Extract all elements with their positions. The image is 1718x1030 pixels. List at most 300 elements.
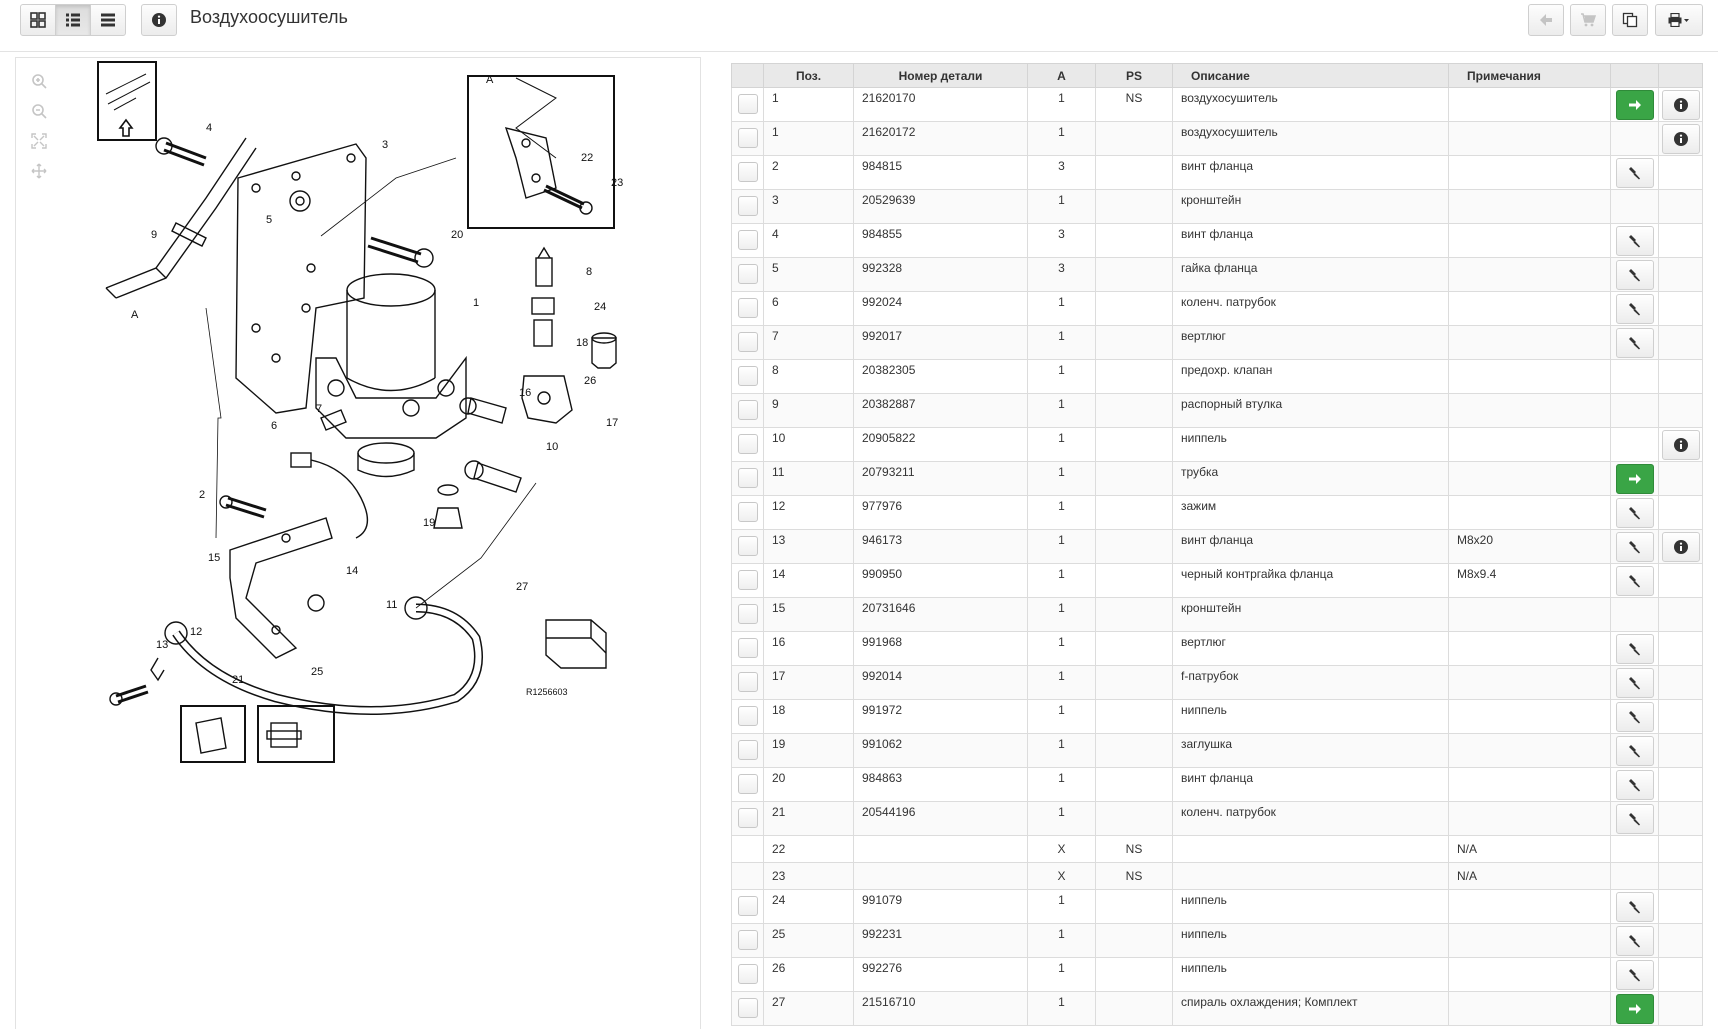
table-row[interactable] <box>732 394 1703 428</box>
table-row[interactable] <box>732 122 1703 156</box>
callout-27: 27 <box>516 581 529 593</box>
wrench-icon <box>1627 777 1643 793</box>
callout-18: 18 <box>576 337 589 349</box>
row-checkbox[interactable] <box>738 604 758 624</box>
cell-a: 1 <box>1028 428 1096 462</box>
service-tool-button[interactable] <box>1616 158 1654 188</box>
cell-part-number[interactable]: 991972 <box>854 700 1028 734</box>
cell-part-number[interactable]: 20382887 <box>854 394 1028 428</box>
cell-notes <box>1449 734 1611 768</box>
row-checkbox[interactable] <box>738 128 758 148</box>
back-button[interactable] <box>1528 4 1564 36</box>
cell-part-number[interactable]: 20793211 <box>854 462 1028 496</box>
copy-icon <box>1622 12 1638 28</box>
cell-notes <box>1449 292 1611 326</box>
info-button[interactable] <box>141 4 177 36</box>
table-row[interactable] <box>732 496 1703 530</box>
callout-4: 4 <box>206 122 213 134</box>
table-row[interactable] <box>732 992 1703 1026</box>
row-checkbox[interactable] <box>738 366 758 386</box>
cell-pos: 21 <box>764 802 854 836</box>
cell-notes <box>1449 666 1611 700</box>
table-row[interactable] <box>732 156 1703 190</box>
cell-action-1 <box>1611 88 1659 122</box>
wrench-icon <box>1627 233 1643 249</box>
cell-part-number[interactable]: 991062 <box>854 734 1028 768</box>
cell-notes <box>1449 258 1611 292</box>
cell-action-2 <box>1659 700 1703 734</box>
row-checkbox[interactable] <box>738 230 758 250</box>
table-row[interactable] <box>732 863 1703 890</box>
cell-pos: 4 <box>764 224 854 258</box>
cell-pos: 10 <box>764 428 854 462</box>
table-row[interactable] <box>732 598 1703 632</box>
cell-check <box>732 958 764 992</box>
cell-description: спираль охлаждения; Комплект <box>1173 992 1449 1026</box>
print-icon <box>1668 13 1690 27</box>
cell-ps <box>1096 462 1173 496</box>
cell-a: X <box>1028 863 1096 890</box>
cell-notes <box>1449 462 1611 496</box>
wrench-icon <box>1627 709 1643 725</box>
callout-9: 9 <box>151 229 158 241</box>
fit-button[interactable] <box>24 126 54 156</box>
cell-a: 1 <box>1028 734 1096 768</box>
callout-20: 20 <box>451 229 464 241</box>
cell-ps <box>1096 632 1173 666</box>
header-description[interactable]: Описание <box>1173 64 1449 88</box>
info-icon <box>1673 437 1689 453</box>
row-checkbox[interactable] <box>738 502 758 522</box>
cell-action-1 <box>1611 802 1659 836</box>
arrow-right-icon <box>1627 97 1643 113</box>
table-row[interactable] <box>732 734 1703 768</box>
wrench-icon <box>1627 539 1643 555</box>
cell-action-1 <box>1611 734 1659 768</box>
cell-part-number[interactable]: 992024 <box>854 292 1028 326</box>
cell-check <box>732 734 764 768</box>
service-tool-button[interactable] <box>1616 770 1654 800</box>
row-checkbox[interactable] <box>738 706 758 726</box>
service-tool-button[interactable] <box>1616 328 1654 358</box>
service-tool-button[interactable] <box>1616 736 1654 766</box>
cell-ps <box>1096 598 1173 632</box>
part-info-button[interactable] <box>1662 532 1700 562</box>
cell-notes <box>1449 190 1611 224</box>
grid-view-icon <box>30 12 46 28</box>
cart-button[interactable] <box>1570 4 1606 36</box>
row-checkbox[interactable] <box>738 468 758 488</box>
wrench-icon <box>1627 811 1643 827</box>
cell-pos: 24 <box>764 890 854 924</box>
cell-a: 1 <box>1028 530 1096 564</box>
cell-check <box>732 360 764 394</box>
cell-pos: 3 <box>764 190 854 224</box>
header-a[interactable]: A <box>1028 64 1096 88</box>
service-tool-button[interactable] <box>1616 498 1654 528</box>
header-part-number[interactable]: Номер детали <box>854 64 1028 88</box>
cell-a: 3 <box>1028 258 1096 292</box>
callout-16: 16 <box>519 387 532 399</box>
table-row[interactable] <box>732 836 1703 863</box>
row-checkbox[interactable] <box>738 400 758 420</box>
table-row[interactable] <box>732 224 1703 258</box>
cell-part-number[interactable]: 992014 <box>854 666 1028 700</box>
row-checkbox[interactable] <box>738 930 758 950</box>
service-tool-button[interactable] <box>1616 960 1654 990</box>
cell-check <box>732 292 764 326</box>
cell-action-2 <box>1659 863 1703 890</box>
cell-action-2 <box>1659 258 1703 292</box>
table-row[interactable] <box>732 802 1703 836</box>
cell-a: 1 <box>1028 700 1096 734</box>
cell-part-number[interactable]: 20529639 <box>854 190 1028 224</box>
cell-action-2 <box>1659 496 1703 530</box>
cell-ps <box>1096 700 1173 734</box>
cell-part-number[interactable]: 992276 <box>854 958 1028 992</box>
row-checkbox[interactable] <box>738 332 758 352</box>
header-pos[interactable]: Поз. <box>764 64 854 88</box>
cell-action-1 <box>1611 326 1659 360</box>
cell-check <box>732 564 764 598</box>
row-checkbox[interactable] <box>738 298 758 318</box>
image-code: R1256603 <box>526 687 568 697</box>
cell-part-number[interactable]: 991968 <box>854 632 1028 666</box>
cell-a: 1 <box>1028 598 1096 632</box>
row-checkbox[interactable] <box>738 774 758 794</box>
cell-ps <box>1096 428 1173 462</box>
service-tool-button[interactable] <box>1616 702 1654 732</box>
cell-action-2 <box>1659 598 1703 632</box>
cell-action-1 <box>1611 292 1659 326</box>
cell-pos: 2 <box>764 156 854 190</box>
cell-notes <box>1449 890 1611 924</box>
cell-part-number[interactable]: 992017 <box>854 326 1028 360</box>
copy-button[interactable] <box>1612 4 1648 36</box>
cell-notes <box>1449 700 1611 734</box>
service-tool-button[interactable] <box>1616 634 1654 664</box>
row-checkbox[interactable] <box>738 896 758 916</box>
cell-description: ниппель <box>1173 428 1449 462</box>
row-checkbox[interactable] <box>738 434 758 454</box>
cell-description: предохр. клапан <box>1173 360 1449 394</box>
cell-description: вертлюг <box>1173 326 1449 360</box>
arrow-left-icon <box>1539 13 1553 27</box>
cell-pos: 27 <box>764 992 854 1026</box>
cell-ps: NS <box>1096 863 1173 890</box>
cell-pos: 19 <box>764 734 854 768</box>
wrench-icon <box>1627 967 1643 983</box>
cell-ps <box>1096 394 1173 428</box>
row-checkbox[interactable] <box>738 638 758 658</box>
header-ps[interactable]: PS <box>1096 64 1173 88</box>
cell-action-1 <box>1611 564 1659 598</box>
cell-description: ниппель <box>1173 700 1449 734</box>
zoom-in-icon <box>31 73 47 89</box>
zoom-out-button[interactable] <box>24 96 54 126</box>
table-row[interactable] <box>732 360 1703 394</box>
callout-8: 8 <box>586 266 593 278</box>
cell-action-1 <box>1611 700 1659 734</box>
callout-2: 2 <box>199 489 206 501</box>
arrow-right-icon <box>1627 471 1643 487</box>
open-subassembly-button[interactable] <box>1616 90 1654 120</box>
cell-part-number[interactable]: 20731646 <box>854 598 1028 632</box>
cell-check <box>732 802 764 836</box>
cell-a: 1 <box>1028 462 1096 496</box>
cell-pos: 23 <box>764 863 854 890</box>
table-row[interactable] <box>732 564 1703 598</box>
print-button[interactable] <box>1655 4 1703 36</box>
table-row[interactable] <box>732 258 1703 292</box>
cell-action-1 <box>1611 632 1659 666</box>
exploded-parts-diagram[interactable] <box>16 58 702 1030</box>
cell-action-1 <box>1611 394 1659 428</box>
service-tool-button[interactable] <box>1616 294 1654 324</box>
cell-check <box>732 190 764 224</box>
table-row[interactable] <box>732 958 1703 992</box>
part-info-button[interactable] <box>1662 430 1700 460</box>
service-tool-button[interactable] <box>1616 532 1654 562</box>
cell-notes <box>1449 598 1611 632</box>
table-row[interactable] <box>732 530 1703 564</box>
table-row[interactable] <box>732 700 1703 734</box>
info-icon <box>1673 539 1689 555</box>
cell-part-number[interactable]: 992328 <box>854 258 1028 292</box>
cell-notes <box>1449 496 1611 530</box>
row-checkbox[interactable] <box>738 196 758 216</box>
header-notes[interactable]: Примечания <box>1449 64 1611 88</box>
row-checkbox[interactable] <box>738 94 758 114</box>
row-checkbox[interactable] <box>738 808 758 828</box>
cell-a: X <box>1028 836 1096 863</box>
cell-part-number[interactable]: 992231 <box>854 924 1028 958</box>
cell-part-number[interactable]: 20382305 <box>854 360 1028 394</box>
service-tool-button[interactable] <box>1616 226 1654 256</box>
grid-view-button[interactable] <box>20 4 56 36</box>
zoom-out-icon <box>31 103 47 119</box>
service-tool-button[interactable] <box>1616 668 1654 698</box>
row-checkbox[interactable] <box>738 672 758 692</box>
cell-pos: 14 <box>764 564 854 598</box>
cell-ps <box>1096 496 1173 530</box>
cell-check <box>732 88 764 122</box>
table-row[interactable] <box>732 632 1703 666</box>
cell-action-2 <box>1659 530 1703 564</box>
cell-action-1 <box>1611 863 1659 890</box>
cell-action-2 <box>1659 890 1703 924</box>
service-tool-button[interactable] <box>1616 926 1654 956</box>
list-detail-view-button[interactable] <box>55 4 91 36</box>
cell-ps: NS <box>1096 836 1173 863</box>
cell-notes <box>1449 632 1611 666</box>
list-view-button[interactable] <box>90 4 126 36</box>
diagram-panel <box>15 57 701 1029</box>
cell-notes <box>1449 394 1611 428</box>
cell-check <box>732 992 764 1026</box>
cell-part-number[interactable]: 946173 <box>854 530 1028 564</box>
wrench-icon <box>1627 165 1643 181</box>
wrench-icon <box>1627 641 1643 657</box>
cell-action-2 <box>1659 190 1703 224</box>
table-row[interactable] <box>732 292 1703 326</box>
cell-description: вертлюг <box>1173 632 1449 666</box>
cell-a: 1 <box>1028 666 1096 700</box>
cell-check <box>732 890 764 924</box>
cell-pos: 1 <box>764 88 854 122</box>
callout-11: 11 <box>386 599 398 611</box>
cell-part-number[interactable]: 20544196 <box>854 802 1028 836</box>
row-checkbox[interactable] <box>738 536 758 556</box>
callout-7: 7 <box>316 403 323 415</box>
cell-notes <box>1449 360 1611 394</box>
wrench-icon <box>1627 675 1643 691</box>
open-subassembly-button[interactable] <box>1616 464 1654 494</box>
cell-description: заглушка <box>1173 734 1449 768</box>
row-checkbox[interactable] <box>738 162 758 182</box>
table-row[interactable] <box>732 190 1703 224</box>
service-tool-button[interactable] <box>1616 804 1654 834</box>
cell-a: 3 <box>1028 156 1096 190</box>
row-checkbox[interactable] <box>738 964 758 984</box>
list-detail-icon <box>65 12 81 28</box>
cell-notes <box>1449 768 1611 802</box>
callout-14: 14 <box>346 565 359 577</box>
cell-description: ниппель <box>1173 924 1449 958</box>
cell-part-number[interactable]: 984863 <box>854 768 1028 802</box>
service-tool-button[interactable] <box>1616 892 1654 922</box>
cell-check <box>732 258 764 292</box>
cell-a: 1 <box>1028 292 1096 326</box>
cell-action-2 <box>1659 958 1703 992</box>
cell-a: 1 <box>1028 394 1096 428</box>
cell-action-2 <box>1659 666 1703 700</box>
callout-15: 15 <box>208 552 221 564</box>
cell-part-number[interactable] <box>854 836 1028 863</box>
cell-description <box>1173 836 1449 863</box>
cell-a: 1 <box>1028 768 1096 802</box>
cell-action-2 <box>1659 326 1703 360</box>
cell-part-number[interactable]: 21620172 <box>854 122 1028 156</box>
part-info-button[interactable] <box>1662 124 1700 154</box>
parts-table <box>731 63 1703 1026</box>
cell-pos: 8 <box>764 360 854 394</box>
arrow-right-icon <box>1627 1001 1643 1017</box>
table-row[interactable] <box>732 924 1703 958</box>
table-row[interactable] <box>732 88 1703 122</box>
cell-description: винт фланца <box>1173 768 1449 802</box>
cell-description: черный контргайка фланца <box>1173 564 1449 598</box>
cell-pos: 6 <box>764 292 854 326</box>
header-action-1 <box>1611 64 1659 88</box>
cell-part-number[interactable]: 21620170 <box>854 88 1028 122</box>
cell-pos: 16 <box>764 632 854 666</box>
cell-description: трубка <box>1173 462 1449 496</box>
open-subassembly-button[interactable] <box>1616 994 1654 1024</box>
cell-description: ниппель <box>1173 890 1449 924</box>
row-checkbox[interactable] <box>738 740 758 760</box>
list-icon <box>100 12 116 28</box>
wrench-icon <box>1627 301 1643 317</box>
cell-notes <box>1449 958 1611 992</box>
cell-check <box>732 598 764 632</box>
cell-check <box>732 156 764 190</box>
cell-part-number[interactable] <box>854 863 1028 890</box>
cell-a: 1 <box>1028 360 1096 394</box>
cell-part-number[interactable]: 21516710 <box>854 992 1028 1026</box>
cell-description: гайка фланца <box>1173 258 1449 292</box>
cell-pos: 13 <box>764 530 854 564</box>
cell-action-2 <box>1659 292 1703 326</box>
callout-A: A <box>131 309 139 321</box>
cell-action-1 <box>1611 156 1659 190</box>
table-row[interactable] <box>732 890 1703 924</box>
cell-action-2 <box>1659 360 1703 394</box>
cell-ps <box>1096 802 1173 836</box>
cell-a: 1 <box>1028 632 1096 666</box>
callout-21: 21 <box>232 674 245 686</box>
table-header-row <box>732 64 1703 88</box>
move-button[interactable] <box>24 156 54 186</box>
row-checkbox[interactable] <box>738 998 758 1018</box>
cell-action-1 <box>1611 992 1659 1026</box>
cell-action-1 <box>1611 224 1659 258</box>
cell-action-1 <box>1611 768 1659 802</box>
cell-description: винт фланца <box>1173 530 1449 564</box>
wrench-icon <box>1627 335 1643 351</box>
callout-26: 26 <box>584 375 597 387</box>
cell-notes <box>1449 326 1611 360</box>
row-checkbox[interactable] <box>738 264 758 284</box>
header-action-2 <box>1659 64 1703 88</box>
callout-19: 19 <box>423 517 436 529</box>
part-info-button[interactable] <box>1662 90 1700 120</box>
table-row[interactable] <box>732 428 1703 462</box>
cell-part-number[interactable]: 991079 <box>854 890 1028 924</box>
table-row[interactable] <box>732 462 1703 496</box>
cell-action-1 <box>1611 890 1659 924</box>
table-row[interactable] <box>732 666 1703 700</box>
cell-part-number[interactable]: 984815 <box>854 156 1028 190</box>
callout-22: 22 <box>581 152 594 164</box>
cell-part-number[interactable]: 977976 <box>854 496 1028 530</box>
cell-part-number[interactable]: 984855 <box>854 224 1028 258</box>
cell-part-number[interactable]: 20905822 <box>854 428 1028 462</box>
cell-description: ниппель <box>1173 958 1449 992</box>
cell-check <box>732 428 764 462</box>
zoom-in-button[interactable] <box>24 66 54 96</box>
cell-part-number[interactable]: 990950 <box>854 564 1028 598</box>
cell-action-2 <box>1659 768 1703 802</box>
cell-description: зажим <box>1173 496 1449 530</box>
page-title: Воздухоосушитель <box>190 7 348 27</box>
wrench-icon <box>1627 933 1643 949</box>
cell-action-2 <box>1659 632 1703 666</box>
row-checkbox[interactable] <box>738 570 758 590</box>
cell-ps <box>1096 890 1173 924</box>
table-row[interactable] <box>732 326 1703 360</box>
cell-pos: 9 <box>764 394 854 428</box>
cell-action-2 <box>1659 836 1703 863</box>
cell-ps <box>1096 360 1173 394</box>
callout-6: 6 <box>271 420 278 432</box>
table-row[interactable] <box>732 768 1703 802</box>
cell-action-2 <box>1659 564 1703 598</box>
service-tool-button[interactable] <box>1616 566 1654 596</box>
cell-ps <box>1096 292 1173 326</box>
cell-description: распорный втулка <box>1173 394 1449 428</box>
service-tool-button[interactable] <box>1616 260 1654 290</box>
